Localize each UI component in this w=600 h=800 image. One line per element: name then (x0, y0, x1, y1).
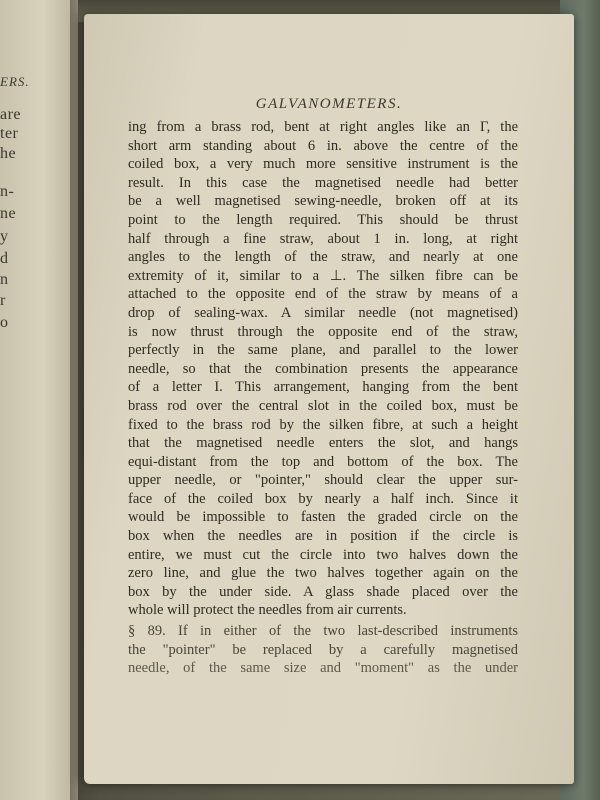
text-line: brass rod over the central slot in the coiled box, must be (128, 397, 518, 414)
text-line: whole will protect the needles from air currents. (128, 602, 407, 619)
text-line: box when the needles are in position if the circle is (128, 528, 518, 545)
text-line: that the magnetised needle enters the slot, and hangs (128, 435, 518, 452)
left-page-fragment: n (0, 271, 9, 288)
text-line: result. In this case the magnetised needle had better (128, 174, 518, 191)
body-text (128, 118, 518, 678)
text-line: entire, we must cut the circle into two halves down the (128, 546, 518, 563)
text-line: drop of sealing-wax. A similar needle (not magnetised) (128, 304, 518, 321)
left-page-fragment: are (0, 106, 22, 123)
running-head: GALVANOMETERS. (255, 96, 403, 112)
text-line: perfectly in the same plane, and parallel to the lower (128, 342, 518, 359)
left-page-fragment: ter (0, 125, 19, 142)
left-page-fragment: he (0, 145, 17, 162)
text-line: coiled box, a very much more sensitive instrument is the (128, 156, 518, 173)
text-line: be a well magnetised sewing-needle, broken off at its (128, 193, 518, 210)
text-line: would be impossible to fasten the graded circle on the (128, 509, 518, 526)
text-line: face of the coiled box by nearly a half inch. Since it (128, 490, 518, 507)
left-page-fragment: y (0, 228, 9, 245)
section-line: § 89. If in either of the two last-described instruments (128, 623, 518, 640)
text-line: point to the length required. This should be thrust (128, 211, 518, 228)
text-line: of a letter I. This arrangement, hanging from the bent (128, 379, 518, 396)
left-page-fragment: r (0, 292, 6, 309)
section-line: needle, of the same size and "moment" as the under (128, 660, 518, 677)
left-page-text (0, 0, 78, 800)
section-line: the "pointer" be replaced by a carefully magnetised (128, 641, 518, 658)
text-line: extremity of it, similar to a ⊥. The silken fibre can be (128, 267, 518, 284)
right-page (84, 14, 574, 784)
text-line: short arm standing about 6 in. above the centre of the (128, 137, 518, 154)
left-page-fragment: d (0, 250, 9, 267)
text-line: fixed to the brass rod by the silken fibre, at such a height (128, 416, 518, 433)
text-line: zero line, and glue the two halves together again on the (128, 565, 518, 582)
text-line: attached to the opposite end of the straw by means of a (128, 286, 518, 303)
text-line: is now thrust through the opposite end of the straw, (128, 323, 518, 340)
left-page-fragment: o (0, 314, 9, 331)
text-line: needle, so that the combination presents the appearance (128, 360, 518, 377)
left-page-running-head-fragment: ERS. (0, 74, 30, 89)
left-page-fragment: n- (0, 183, 15, 200)
text-line: equi-distant from the top and bottom of the box. The (128, 453, 518, 470)
text-line: ing from a brass rod, bent at right angles like an Γ, the (128, 119, 518, 135)
text-line: angles to the length of the straw, and nearly at one (128, 249, 518, 266)
text-line: half through a fine straw, about 1 in. long, at right (128, 230, 518, 247)
text-line: upper needle, or "pointer," should clear the upper sur- (128, 472, 518, 489)
left-page-fragment: ne (0, 205, 17, 222)
text-line: box by the under side. A glass shade placed over the (128, 583, 518, 600)
